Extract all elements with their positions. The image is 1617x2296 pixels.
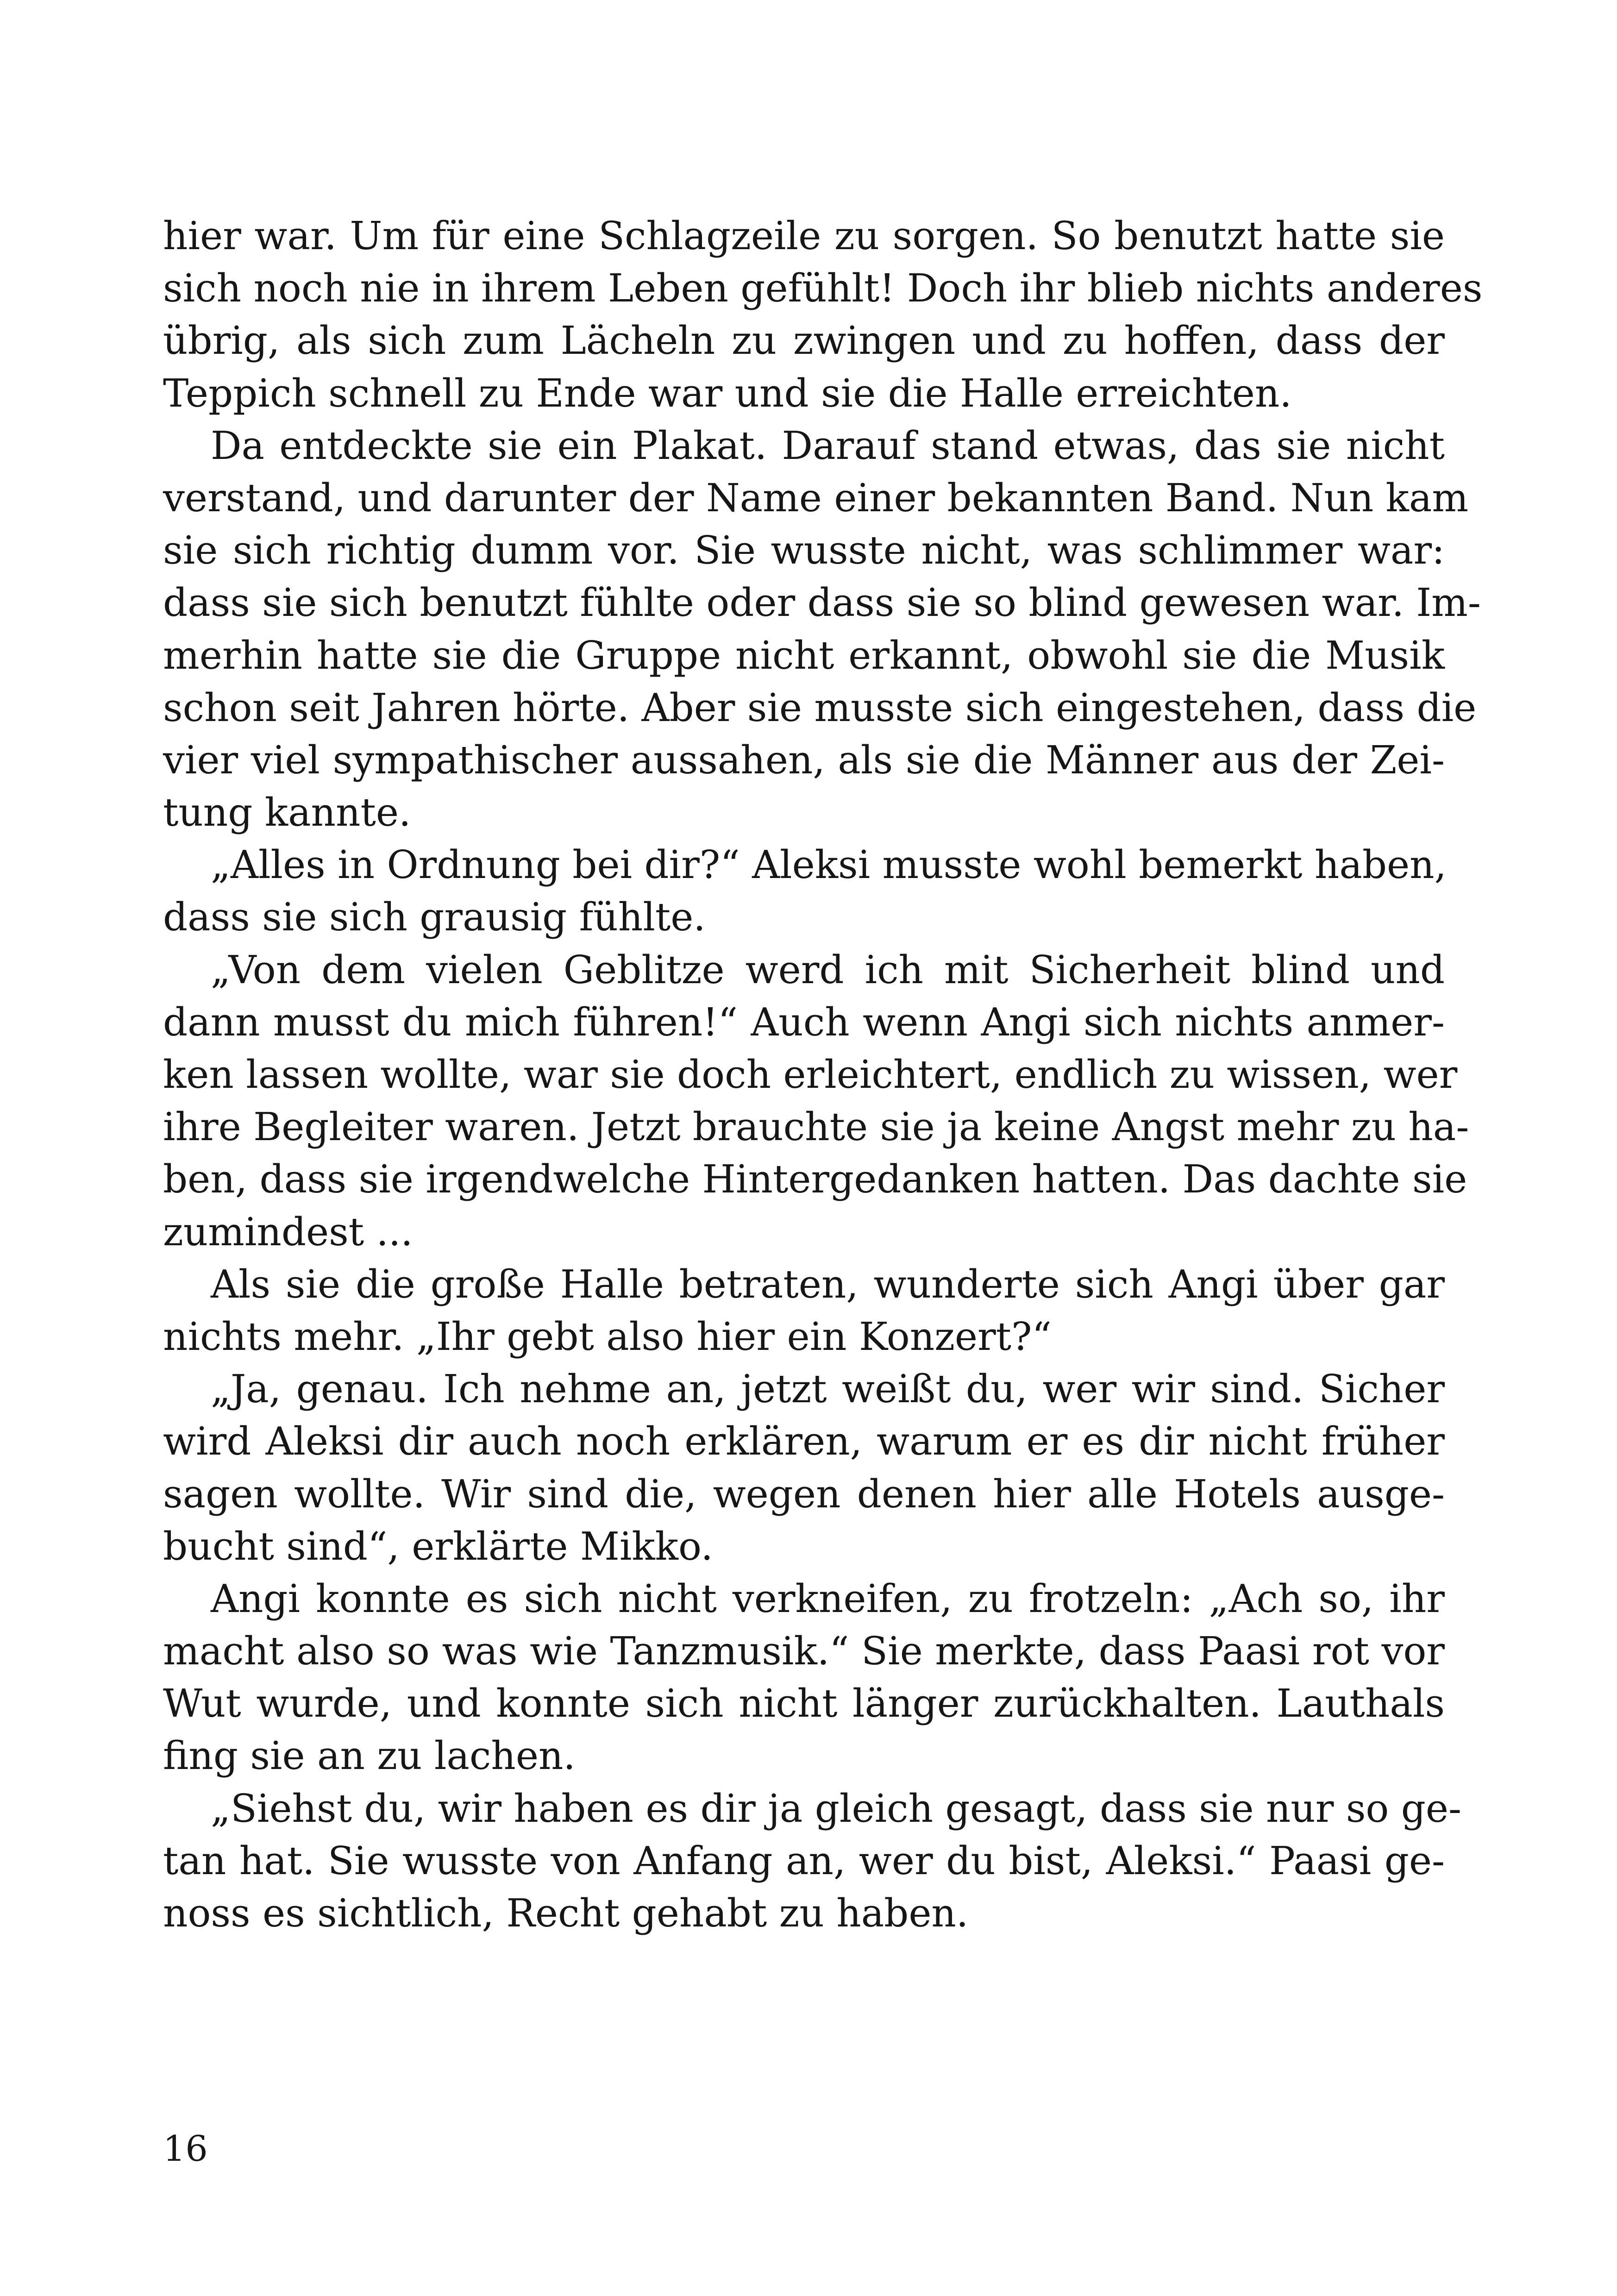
text-line: „Von dem vielen Geblitze werd ich mit Sicherheit blind und: [211, 947, 1445, 992]
paragraph: [163, 1258, 1445, 1363]
text-line: bucht sind“, erklärte Mikko.: [163, 1524, 713, 1569]
text-line: Teppich schnell zu Ende war und sie die Halle erreichten.: [163, 370, 1292, 416]
body-text: [163, 210, 1483, 1939]
paragraph: [163, 839, 1445, 943]
text-line: dass sie sich benutzt fühlte oder dass sie so blind gewesen war. Im-: [163, 580, 1481, 626]
paragraph: [163, 420, 1481, 839]
text-line: „Ja, genau. Ich nehme an, jetzt weißt du, wer wir sind. Sicher: [211, 1367, 1445, 1412]
text-line: ken lassen wollte, war sie doch erleichtert, endlich zu wissen, wer: [163, 1052, 1458, 1097]
text-line: Wut wurde, und konnte sich nicht länger zurückhalten. Lauthals: [163, 1681, 1445, 1726]
text-line: dass sie sich grausig fühlte.: [163, 895, 706, 940]
text-line: wird Aleksi dir auch noch erklären, warum er es dir nicht früher: [163, 1419, 1445, 1464]
text-line: ben, dass sie irgendwelche Hintergedanken hatten. Das dachte sie: [163, 1157, 1467, 1202]
text-line: merhin hatte sie die Gruppe nicht erkannt, obwohl sie die Musik: [163, 633, 1445, 678]
page-number: 16: [163, 2128, 208, 2169]
text-line: vier viel sympathischer aussahen, als sie die Männer aus der Zei-: [163, 737, 1445, 783]
text-line: tan hat. Sie wusste von Anfang an, wer du bist, Aleksi.“ Paasi ge-: [163, 1838, 1445, 1883]
text-line: Angi konnte es sich nicht verkneifen, zu frotzeln: „Ach so, ihr: [211, 1576, 1445, 1621]
text-line: sie sich richtig dumm vor. Sie wusste nicht, was schlimmer war:: [163, 528, 1445, 573]
text-line: dann musst du mich führen!“ Auch wenn Angi sich nichts anmer-: [163, 999, 1445, 1045]
text-line: ihre Begleiter waren. Jetzt brauchte sie ja keine Angst mehr zu ha-: [163, 1104, 1469, 1150]
text-line: „Alles in Ordnung bei dir?“ Aleksi musste wohl bemerkt haben,: [211, 842, 1447, 888]
text-line: fing sie an zu lachen.: [163, 1733, 576, 1779]
text-line: tung kannte.: [163, 790, 411, 835]
text-line: Als sie die große Halle betraten, wunderte sich Angi über gar: [211, 1261, 1445, 1307]
paragraph: [163, 210, 1483, 420]
text-line: übrig, als sich zum Lächeln zu zwingen und zu hoffen, dass der: [163, 318, 1445, 364]
text-line: noss es sichtlich, Recht gehabt zu haben.: [163, 1891, 969, 1936]
text-line: sich noch nie in ihrem Leben gefühlt! Doch ihr blieb nichts anderes: [163, 266, 1483, 311]
paragraph: [163, 1363, 1445, 1573]
text-line: macht also so was wie Tanzmusik.“ Sie merkte, dass Paasi rot vor: [163, 1629, 1445, 1674]
text-line: schon seit Jahren hörte. Aber sie musste sich eingestehen, dass die: [163, 685, 1477, 730]
text-line: sagen wollte. Wir sind die, wegen denen hier alle Hotels ausge-: [163, 1471, 1445, 1517]
text-line: Da entdeckte sie ein Plakat. Darauf stand etwas, das sie nicht: [211, 423, 1445, 468]
paragraph: [163, 1782, 1462, 1940]
text-line: „Siehst du, wir haben es dir ja gleich gesagt, dass sie nur so ge-: [211, 1786, 1462, 1831]
text-line: zumindest ...: [163, 1209, 413, 1255]
text-line: nichts mehr. „Ihr gebt also hier ein Konzert?“: [163, 1314, 1052, 1359]
text-line: verstand, und darunter der Name einer bekannten Band. Nun kam: [163, 475, 1469, 521]
paragraph: [163, 944, 1469, 1258]
paragraph: [163, 1573, 1445, 1782]
text-line: hier war. Um für eine Schlagzeile zu sorgen. So benutzt hatte sie: [163, 213, 1445, 258]
